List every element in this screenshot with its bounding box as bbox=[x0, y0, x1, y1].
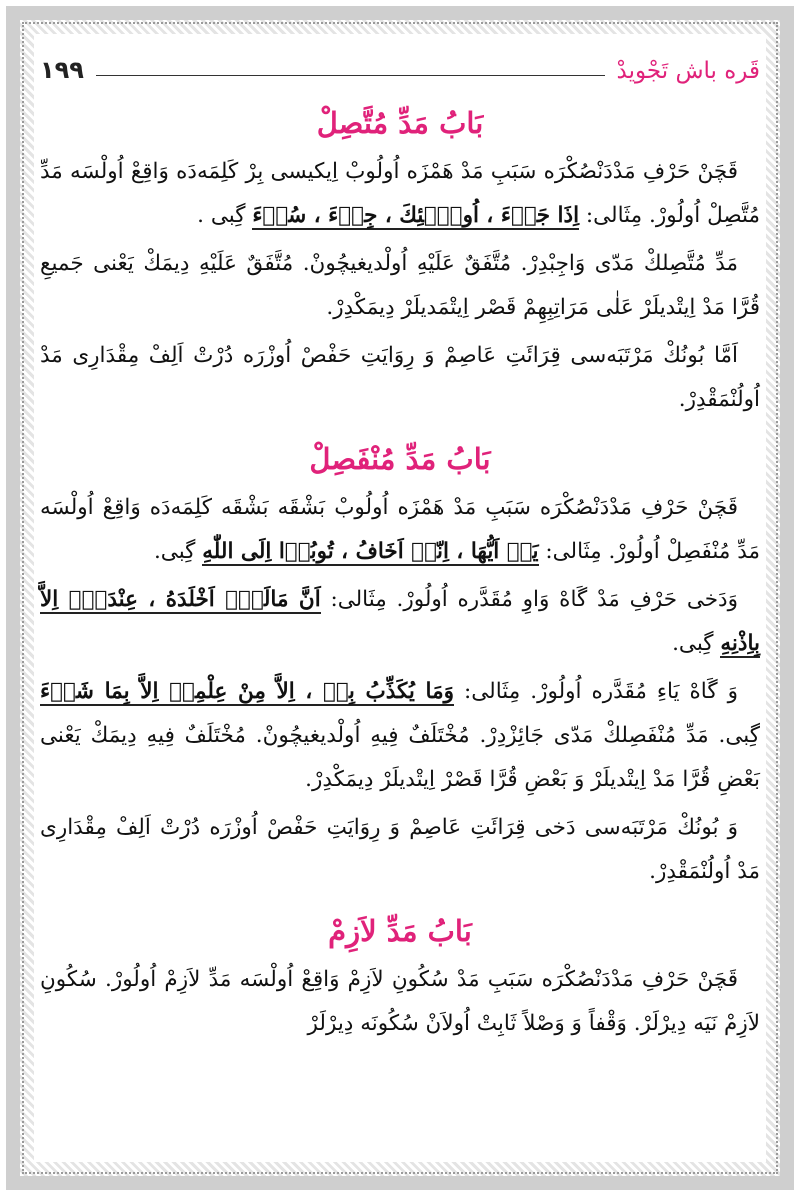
page-header bbox=[40, 34, 760, 86]
page-content bbox=[34, 34, 766, 1162]
paragraph bbox=[40, 806, 760, 894]
paragraph bbox=[40, 150, 760, 238]
paragraph bbox=[40, 334, 760, 422]
paragraph-text: مَدِّ مُتَّصِلكْ مَدّی وَاجِبْدِرْ. مُتَّفَقٌ عَلَیْهِ اُولْدیغیچُونْ. مُتَّفَقٌ عَلَیْهِ دِیمَكْ یَعْنی جَمیعِ قُرَّا مَدْ اِیتْدیلَرْ عَلٰی مَرَاتِبِهِمْ قَصْر اِیتْمَدیلَرْ دِیمَكْدِرْ. bbox=[40, 251, 760, 320]
paragraph-text: گِبی. مَدِّ مُنْفَصِلكْ مَدّی جَائِزْدِرْ. مُخْتَلَفٌ فِیهِ اُولْدیغیچُونْ. مُخْتَلَفٌ فِیهِ دِیمَكْ یَعْنی بَعْضِ قُرَّا مَدْ اِیتْدیلَرْ وَ بَعْضِ قُرَّا قَصْرْ اِیتْدیلَرْ دِیمَكْدِرْ. bbox=[40, 723, 760, 792]
header-rule bbox=[96, 75, 605, 76]
paragraph bbox=[40, 958, 760, 1046]
example-phrase: اِذَا جَاۤءَ ، اُولٰۤئِكَ ، جِیۤءَ ، سُوۤءَ bbox=[252, 203, 580, 228]
paragraph bbox=[40, 578, 760, 666]
paragraph-text: قَچَنْ حَرْفِ مَدْدَنْصُكْرَه سَبَبِ مَدْ هَمْزَه اُولُوبْ بَشْقَه بَشْقَه كَلِمَه‌دَه وَاقِعْ اُولْسَه مَدِّ مُنْفَصِلْ اُولُورْ. مِثَالی: bbox=[40, 495, 760, 564]
example-phrase: وَمَا یُكَذِّبُ بِهۤ ، اِلاَّ مِنْ عِلْمِهۤ اِلاَّ بِمَا شَاۤءَ bbox=[40, 679, 454, 704]
section-title: بَابُ مَدِّ مُتَّصِلْ bbox=[316, 106, 484, 140]
section-title: بَابُ مَدِّ مُنْفَصِلْ bbox=[309, 442, 491, 476]
paragraph-text: وَدَخی حَرْفِ مَدْ گَاهْ وَاوِ مُقَدَّره اُولُورْ. مِثَالی: bbox=[320, 587, 738, 612]
paragraph-text: قَچَنْ حَرْفِ مَدْدَنْصُكْرَه سَبَبِ مَدْ هَمْزَه اُولُوبْ اِیكیسی بِرْ كَلِمَه‌دَه وَاقِعْ اُولْسَه مَدِّ مُتَّصِلْ اُولُورْ. مِثَالی: bbox=[40, 159, 760, 228]
paragraph-text: گِبی. bbox=[153, 539, 203, 564]
paragraph bbox=[40, 242, 760, 330]
paragraph-text: قَچَنْ حَرْفِ مَدْدَنْصُكْرَه سَبَبِ مَدْ سُكُونِ لاَزِمْ وَاقِعْ اُولْسَه مَدِّ لاَزِمْ اُولُورْ. سُكُونِ لاَزِمْ نَیَه دِیرْلَرْ. وَقْفاً وَ وَصْلاً ثَابِتْ اُولاَنْ سُكُونَه دِیرْلَرْ bbox=[40, 967, 760, 1036]
paragraph bbox=[40, 670, 760, 802]
example-phrase: یَاۤ اَیُّهَا ، اِنّیۤ اَخَافُ ، تُوبُوۤا اِلَی اللّٰهِ bbox=[202, 539, 539, 564]
running-title: قَره باش تَجْویدْ bbox=[616, 58, 760, 84]
paragraph-text: گِبی. bbox=[672, 631, 721, 656]
page-number: ١٩٩ bbox=[40, 56, 84, 84]
paragraph-text: وَ بُونُكْ مَرْتَبَه‌سی دَخی قِرَائَتِ عَاصِمْ وَ رِوَایَتِ حَفْصْ اُوزْرَه دُرْتْ اَلِفْ مِقْدَارِی مَدْ اُولُنْمَقْدِرْ. bbox=[40, 815, 760, 884]
section-title: بَابُ مَدِّ لاَزِمْ bbox=[328, 914, 472, 948]
paragraph-text: وَ گَاهْ یَاءِ مُقَدَّره اُولُورْ. مِثَالی: bbox=[453, 679, 738, 704]
example-phrase: اَنَّ مَالَهُۤ اَخْلَدَهُ ، عِنْدَهُۤ اِلاَّ بِاِذْنِهِ bbox=[40, 587, 760, 656]
paragraph-text: اَمَّا بُونُكْ مَرْتَبَه‌سی قِرَائَتِ عَاصِمْ وَ رِوَایَتِ حَفْصْ اُوزْرَه دُرْتْ اَلِفْ مِقْدَارِی مَدْ اُولُنْمَقْدِرْ. bbox=[40, 343, 760, 412]
paragraph bbox=[40, 486, 760, 574]
paragraph-text: گِبی . bbox=[197, 203, 253, 228]
body-text bbox=[40, 106, 760, 1046]
